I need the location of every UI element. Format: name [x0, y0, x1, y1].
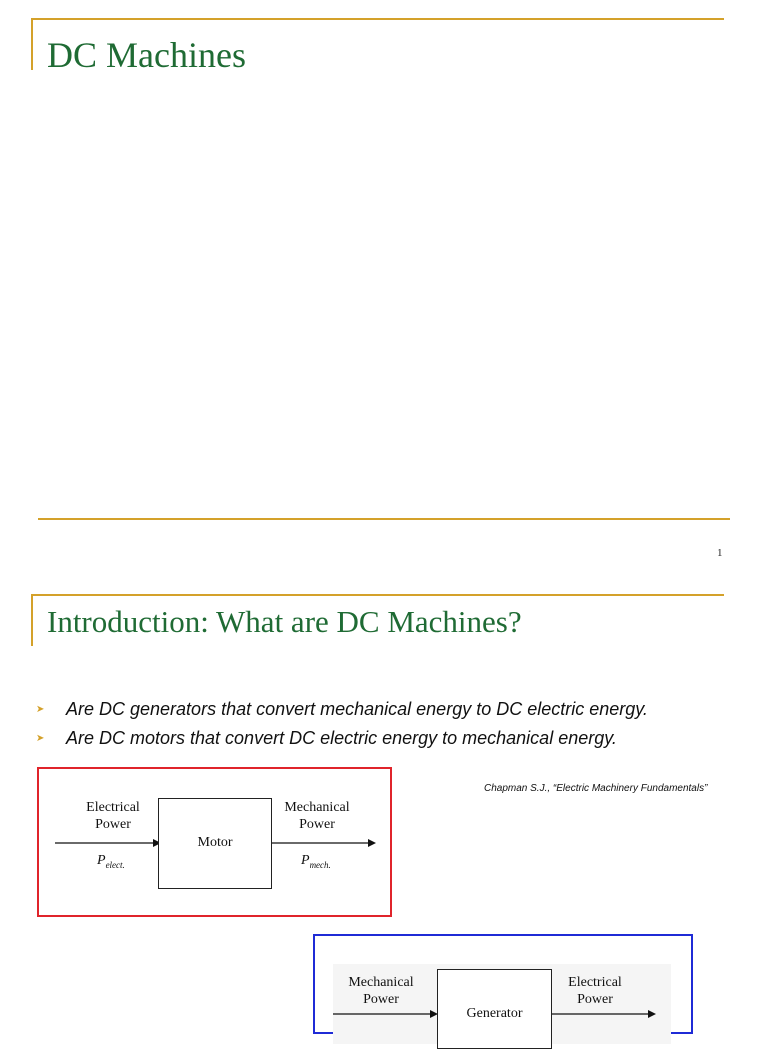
- motor-input-label: [65, 799, 161, 833]
- generator-output-label-line: Electrical: [568, 975, 622, 990]
- slide-2-top-rule: [31, 594, 724, 596]
- bullet-arrow-icon: ➤: [36, 704, 45, 715]
- motor-input-arrow: [55, 837, 161, 849]
- page-number: 1: [717, 547, 723, 559]
- slide-1-bottom-rule: [38, 518, 730, 520]
- motor-input-label-line: Electrical: [86, 800, 140, 815]
- generator-input-arrow: [333, 1008, 439, 1020]
- motor-block-label: Motor: [197, 835, 233, 850]
- generator-input-label-line: Mechanical: [348, 975, 414, 990]
- generator-input-label-line: Power: [363, 992, 399, 1007]
- slide-2-title: Introduction: What are DC Machines?: [47, 604, 522, 639]
- bullet-item: [36, 728, 617, 749]
- motor-input-label-line: Power: [95, 817, 131, 832]
- bullet-arrow-icon: ➤: [36, 733, 45, 744]
- slide-1-left-rule: [31, 18, 33, 70]
- slide-1-title: DC Machines: [47, 35, 246, 75]
- motor-output-symbol: $P_{mech.}$: [301, 853, 331, 870]
- generator-output-arrow: [552, 1008, 656, 1020]
- bullet-text: Are DC generators that convert mechanical energy to DC electric energy.: [66, 699, 648, 719]
- bullet-item: [36, 699, 648, 720]
- generator-output-label: [553, 974, 637, 1008]
- motor-output-label-line: Power: [299, 817, 335, 832]
- motor-input-symbol: $P_{elect.}$: [97, 853, 125, 870]
- citation: Chapman S.J., “Electric Machinery Fundamentals”: [484, 783, 708, 794]
- slide-1-top-rule: [31, 18, 724, 20]
- motor-output-arrow: [272, 837, 378, 849]
- generator-diagram: [313, 934, 693, 1034]
- motor-block: [158, 798, 272, 889]
- bullet-text: Are DC motors that convert DC electric energy to mechanical energy.: [66, 728, 617, 748]
- generator-input-label: [335, 974, 427, 1008]
- generator-block-label: Generator: [466, 1006, 523, 1021]
- motor-output-label: [271, 799, 363, 833]
- generator-output-label-line: Power: [577, 992, 613, 1007]
- generator-block: [437, 969, 552, 1049]
- slide-2-left-rule: [31, 594, 33, 646]
- motor-diagram: [37, 767, 392, 917]
- motor-output-label-line: Mechanical: [284, 800, 350, 815]
